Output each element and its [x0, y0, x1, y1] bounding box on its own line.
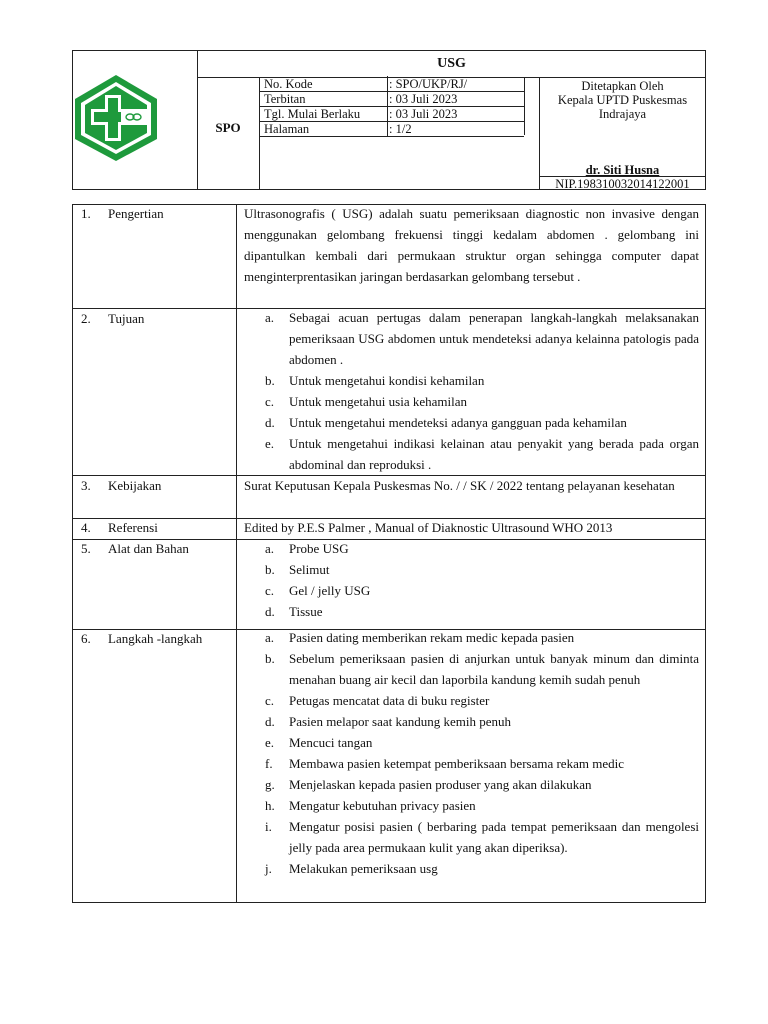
list-marker: h.	[265, 798, 275, 813]
document-title: USG	[197, 51, 706, 78]
list-item	[265, 538, 699, 559]
info-row-halaman	[259, 122, 524, 137]
list-item	[265, 433, 699, 475]
paragraph: Surat Keputusan Kepala Puskesmas No. / / SK / 2022 tentang pelayanan kesehatan	[244, 478, 675, 493]
list-marker: g.	[265, 777, 275, 792]
list-item-text: Sebagai acuan pertugas dalam penerapan langkah-langkah melaksanakan pemeriksaan USG abdomen untuk mendeteksi adanya kelainna patologis pada abdomen .	[289, 310, 699, 367]
list-marker: c.	[265, 693, 275, 708]
authority-cell	[539, 77, 706, 190]
list-item-text: Mencuci tangan	[289, 735, 373, 750]
list-item-text: Mengatur posisi pasien ( berbaring pada tempat pemeriksaan dan mengolesi jelly pada area permukaan kulit yang akan diperiksa).	[289, 819, 699, 855]
info-label: Halaman	[264, 122, 310, 136]
paragraph: Ultrasonografis ( USG) adalah suatu pemeriksaan diagnostic non invasive dengan menggunakan gelombang frekuensi tinggi kedalam abdomen . gelombang ini dipantulkan kembali dari permukaan struktur organ sehingga computer dapat menginterprentasikan jaringan berdasarkan gelombang tersebut .	[244, 206, 699, 284]
list-marker: j.	[265, 861, 272, 876]
paragraph: Edited by P.E.S Palmer , Manual of Diaknostic Ultrasound WHO 2013	[244, 520, 613, 535]
list-marker: d.	[265, 714, 275, 729]
list-item-text: Tissue	[289, 604, 323, 619]
info-row-berlaku	[259, 107, 524, 122]
list-marker: e.	[265, 735, 275, 750]
section-title-pengertian: Pengertian	[108, 206, 164, 221]
signatory-nip: NIP.198310032014122001	[539, 176, 706, 191]
section-number: 1.	[81, 206, 91, 221]
list-item	[265, 307, 699, 370]
list-item	[265, 412, 699, 433]
header-table	[72, 50, 706, 190]
authority-line: Ditetapkan Oleh	[581, 79, 664, 93]
list-item	[265, 858, 699, 879]
list-item	[265, 648, 699, 690]
spo-label: SPO	[197, 77, 260, 190]
section-number: 6.	[81, 631, 91, 646]
list-item	[265, 732, 699, 753]
list-item	[265, 711, 699, 732]
list-item-text: Probe USG	[289, 541, 349, 556]
info-row-kode	[259, 77, 524, 92]
logo-cell	[73, 51, 198, 190]
list-item	[265, 795, 699, 816]
list-item-text: Membawa pasien ketempat pemberiksaan bersama rekam medic	[289, 756, 624, 771]
list-item-text: Melakukan pemeriksaan usg	[289, 861, 438, 876]
list-item-text: Untuk mengetahui indikasi kelainan atau penyakit yang berada pada organ abdominal dan reproduksi .	[289, 436, 699, 472]
list-item-text: Sebelum pemeriksaan pasien di anjurkan untuk banyak minum dan diminta menahan buang air kecil dan laporbila kandung kemih sudah penuh	[289, 651, 699, 687]
tujuan-list	[265, 307, 699, 475]
puskesmas-logo-icon	[71, 73, 161, 163]
list-marker: c.	[265, 583, 275, 598]
info-label: Terbitan	[264, 92, 306, 106]
list-marker: a.	[265, 310, 275, 325]
section-number: 2.	[81, 311, 91, 326]
section-title-langkah: Langkah -langkah	[108, 631, 203, 646]
list-item-text: Mengatur kebutuhan privacy pasien	[289, 798, 476, 813]
list-item-text: Untuk mengetahui kondisi kehamilan	[289, 373, 485, 388]
info-label: Tgl. Mulai Berlaku	[264, 107, 361, 121]
info-value: : 03 Juli 2023	[389, 107, 458, 121]
list-marker: i.	[265, 819, 272, 834]
info-value: : 03 Juli 2023	[389, 92, 458, 106]
section-title-referensi: Referensi	[108, 520, 158, 535]
list-item	[265, 690, 699, 711]
list-marker: a.	[265, 630, 275, 645]
list-item-text: Selimut	[289, 562, 330, 577]
list-item-text: Untuk mengetahui usia kehamilan	[289, 394, 467, 409]
authority-line: Indrajaya	[598, 107, 647, 121]
list-item	[265, 601, 699, 622]
list-item	[265, 580, 699, 601]
langkah-list	[265, 627, 699, 879]
list-item-text: Petugas mencatat data di buku register	[289, 693, 490, 708]
section-title-alat: Alat dan Bahan	[108, 541, 189, 556]
list-item-text: Pasien dating memberikan rekam medic kepada pasien	[289, 630, 575, 645]
list-marker: f.	[265, 756, 273, 771]
list-item-text: Untuk mengetahui mendeteksi adanya gangguan pada kehamilan	[289, 415, 627, 430]
list-marker: d.	[265, 604, 275, 619]
list-item	[265, 816, 699, 858]
list-item	[265, 559, 699, 580]
section-number: 5.	[81, 541, 91, 556]
list-item	[265, 627, 699, 648]
list-item	[265, 774, 699, 795]
referensi-text	[244, 517, 699, 538]
list-item	[265, 370, 699, 391]
list-item-text: Gel / jelly USG	[289, 583, 371, 598]
list-item-text: Pasien melapor saat kandung kemih penuh	[289, 714, 512, 729]
info-value: : 1/2	[389, 122, 412, 136]
authority-line: Kepala UPTD Puskesmas	[557, 93, 688, 107]
info-label: No. Kode	[264, 77, 313, 91]
list-marker: d.	[265, 415, 275, 430]
alat-list	[265, 538, 699, 622]
list-marker: e.	[265, 436, 275, 451]
info-value: : SPO/UKP/RJ/	[389, 77, 468, 91]
info-row-terbitan	[259, 92, 524, 107]
section-title-tujuan: Tujuan	[108, 311, 145, 326]
signatory-name: dr. Siti Husna	[585, 163, 660, 177]
list-item	[265, 391, 699, 412]
section-number: 4.	[81, 520, 91, 535]
section-number: 3.	[81, 478, 91, 493]
pengertian-text	[244, 203, 699, 287]
list-marker: b.	[265, 651, 275, 666]
list-marker: c.	[265, 394, 275, 409]
section-title-kebijakan: Kebijakan	[108, 478, 162, 493]
list-marker: b.	[265, 373, 275, 388]
procedure-table	[72, 204, 706, 903]
kebijakan-text	[244, 475, 699, 496]
list-item	[265, 753, 699, 774]
list-item-text: Menjelaskan kepada pasien produser yang akan dilakukan	[289, 777, 592, 792]
list-marker: b.	[265, 562, 275, 577]
list-marker: a.	[265, 541, 275, 556]
document-info	[259, 77, 540, 190]
